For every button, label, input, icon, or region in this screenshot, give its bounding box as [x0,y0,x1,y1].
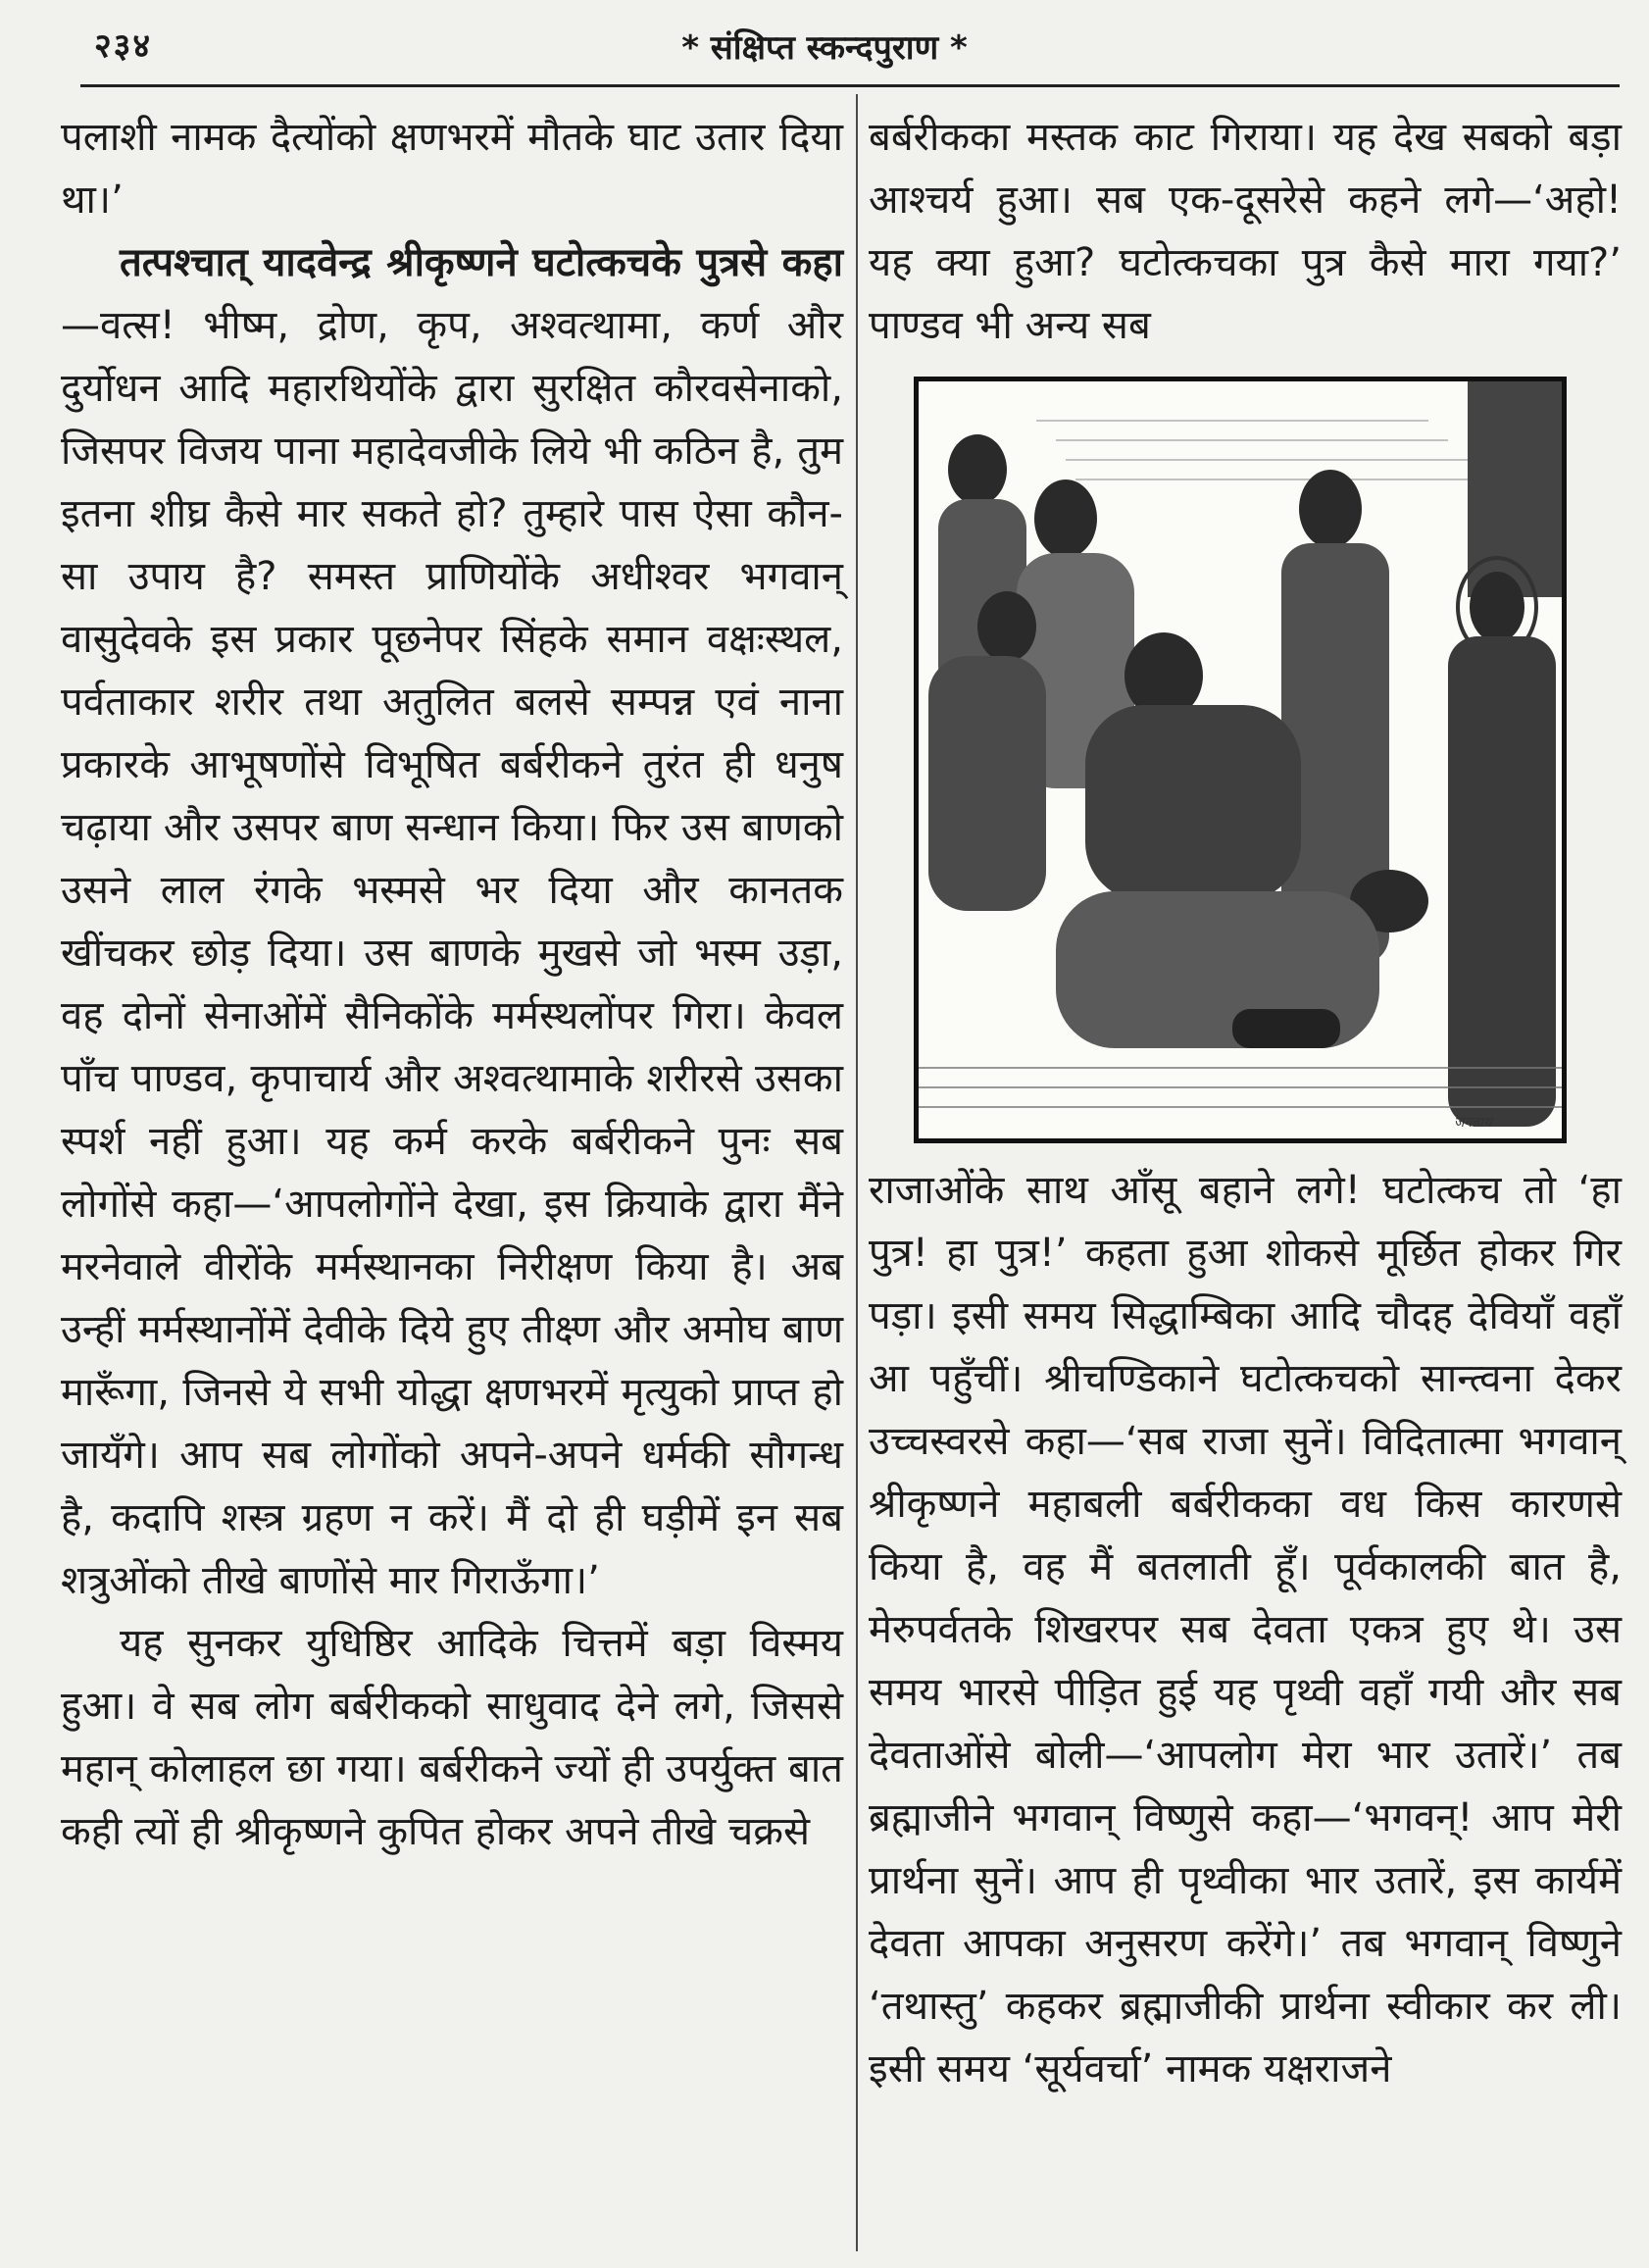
figure-head-3 [977,591,1036,662]
figure-head-2 [1034,479,1097,558]
paragraph-3: यह सुनकर युधिष्ठिर आदिके चित्तमें बड़ा विस्मय हुआ। वे सब लोग बर्बरीकको साधुवाद देने लगे, जिससे महान् कोलाहल छा गया। बर्बरीकने ज्यों ही उपर्युक्त बात कही त्यों ही श्रीकृष्णने कुपित होकर अपने तीखे चक्रसे [61,1621,843,1854]
right-bottom-paragraph: राजाओंके साथ आँसू बहाने लगे! घटोत्कच तो ‘हा पुत्र! हा पुत्र!’ कहता हुआ शोकसे मूर्छित होकर गिर पड़ा। इसी समय सिद्धाम्बिका आदि चौदह देवियाँ वहाँ आ पहुँचीं। श्रीचण्डिकाने घटोत्कचको सान्त्वना देकर उच्चस्वरसे कहा—‘सब राजा सुनें। विदितात्मा भगवान् श्रीकृष्णने महाबली बर्बरीकका वध किस कारणसे किया है, वह मैं बतलाती हूँ। पूर्वकालकी बात है, मेरुपर्वतके शिखरपर सब देवता एकत्र हुए थे। उस समय भारसे पीड़ित हुई यह पृथ्वी वहाँ गयी और सब देवताओंसे बोली—‘आपलोग मेरा भार उतारें।’ तब ब्रह्माजीने भगवान् विष्णुसे कहा—‘भगवन्! आप मेरी प्रार्थना सुनें। आप ही पृथ्वीका भार उतारें, इस कार्यमें देवता आपका अनुसरण करेंगे।’ तब भगवान् विष्णुने ‘तथास्तु’ कहकर ब्रह्माजीकी प्रार्थना स्वीकार कर ली। इसी समय ‘सूर्यवर्चा’ नामक यक्षराजने [869,1168,1622,2092]
paragraph-2-bold-lead: तत्पश्चात् यादवेन्द्र श्रीकृष्णने घटोत्कचके पुत्रसे कहा [120,240,843,285]
right-column-top [869,106,1622,357]
figure-head-krishna [1299,470,1362,548]
artist-signature: जगन्नाथ [1454,1115,1492,1131]
figure-head-1 [948,434,1007,505]
page-number: २३४ [94,26,153,66]
illustration-drawing [919,381,1562,1138]
left-column [61,106,843,1863]
paragraph-2-body: —वत्स! भीष्म, द्रोण, कृप, अश्वत्थामा, कर्ण और दुर्योधन आदि महारथियोंके द्वारा सुरक्षित कौरवसेनाको, जिसपर विजय पाना महादेवजीके लिये भी कठिन है, तुम इतना शीघ्र कैसे मार सकते हो? तुम्हारे पास ऐसा कौन-सा उपाय है? समस्त प्राणियोंके अधीश्वर भगवान् वासुदेवके इस प्रकार पूछनेपर सिंहके समान वक्षःस्थल, पर्वताकार शरीर तथा अतुलित बलसे सम्पन्न एवं नाना प्रकारके आभूषणोंसे विभूषित बर्बरीकने तुरंत ही धनुष चढ़ाया और उसपर बाण सन्धान किया। फिर उस बाणको उसने लाल रंगके भस्मसे भर दिया और कानतक खींचकर छोड़ दिया। उस बाणके मुखसे जो भस्म उड़ा, वह दोनों सेनाओंमें सैनिकोंके मर्मस्थलोंपर गिरा। केवल पाँच पाण्डव, कृपाचार्य और अश्वत्थामाके शरीरसे उसका स्पर्श नहीं हुआ। यह कर्म करके बर्बरीकने पुनः सब लोगोंसे कहा—‘आपलोगोंने देखा, इस क्रियाके द्वारा मैंने मरनेवाले वीरोंके मर्मस्थानका निरीक्षण किया है। अब उन्हीं मर्मस्थानोंमें देवीके दिये हुए तीक्ष्ण और अमोघ बाण मारूँगा, जिनसे ये सभी योद्धा क्षणभरमें मृत्युको प्राप्त हो जायँगे। आप सब लोगोंको अपने-अपने धर्मकी सौगन्ध है, कदापि शस्त्र ग्रहण न करें। मैं दो ही घड़ीमें इन सब शत्रुओंको तीखे बाणोंसे मार गिराऊँगा।’ [61,303,843,1603]
figure-body-3 [928,656,1046,911]
paragraph-1: पलाशी नामक दैत्योंको क्षणभरमें मौतके घाट उतार दिया था।’ [61,115,843,223]
running-title: * संक्षिप्त स्कन्दपुराण * [681,28,968,68]
paragraph-2 [61,231,843,1612]
illustration [914,377,1567,1143]
figure-body-right [1448,636,1556,1127]
ghatotkacha-body [1085,705,1301,901]
right-column-bottom [869,1159,1622,2100]
column-divider [856,94,858,2251]
figure-head-right [1470,572,1524,642]
right-top-paragraph: बर्बरीकका मस्तक काट गिराया। यह देख सबको बड़ा आश्चर्य हुआ। सब एक-दूसरेसे कहने लगे—‘अहो! यह क्या हुआ? घटोत्कचका पुत्र कैसे मारा गया?’ पाण्डव भी अन्य सब [869,115,1622,348]
header-rule [80,84,1620,87]
quiver [1232,1009,1340,1048]
